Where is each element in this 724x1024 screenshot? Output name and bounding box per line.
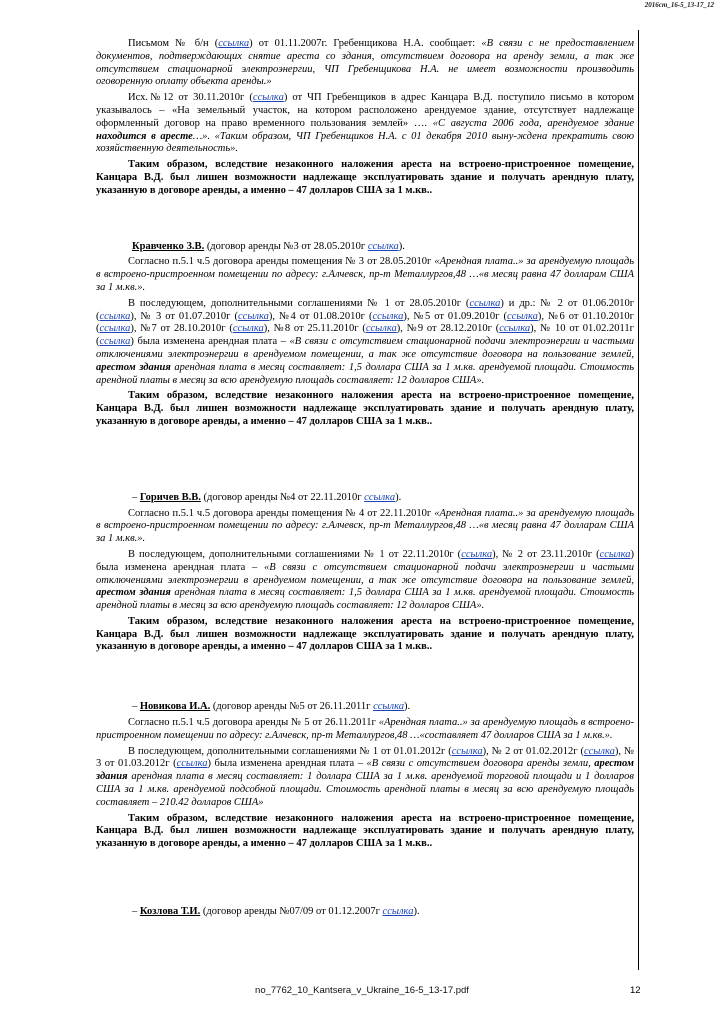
- text: В последующем, дополнительными соглашениями № 1 от 28.05.2010г (: [128, 297, 470, 309]
- text: Согласно п.5.1 ч.5 договора аренды помещения № 4 от 22.11.2010г: [128, 507, 435, 519]
- paragraph: [96, 256, 634, 294]
- paragraph: [96, 508, 634, 546]
- reference-link[interactable]: ссылка: [372, 310, 404, 322]
- paragraph: [96, 549, 634, 613]
- quote: «Арендная плата..» за арендуемую площадь в встроено-пристроенном помещении по адресу: г.Алчевск, пр-т Металлургов,48 …«в месяц равна 47 долларам США за 1 м.кв.».: [96, 507, 634, 545]
- quote-emphasis: арестом здания: [96, 361, 171, 373]
- reference-link[interactable]: ссылка: [499, 323, 531, 335]
- reference-link[interactable]: ссылка: [218, 38, 250, 49]
- quote: «Арендная плата..» за арендуемую площадь в встроено-пристроенном помещении по адресу: г.Алчевск, пр-т Металлургов,48 …«в месяц равна 47 долларам США за 1 м.кв.».: [96, 256, 634, 293]
- text: ) и др.: № 2 от 01.06.2010г (: [96, 297, 634, 322]
- quote: «Арендная плата..» за арендуемую площадь в встроено-пристроенном помещении по адресу: г.Алчевск, пр-т Металлургов,48 …«составляет 47 долларов США за 1 м.кв.».: [96, 717, 635, 741]
- reference-link[interactable]: ссылка: [599, 548, 631, 560]
- reference-link[interactable]: ссылка: [507, 310, 538, 322]
- paragraph: [96, 38, 634, 89]
- reference-link[interactable]: ссылка: [99, 323, 131, 335]
- quote-emphasis: арестом здания: [96, 587, 171, 599]
- text: ), №4 от 01.08.2010г (: [268, 310, 373, 322]
- reference-link[interactable]: ссылка: [176, 758, 208, 770]
- document-body: [96, 38, 634, 922]
- reference-link[interactable]: ссылка: [365, 323, 397, 335]
- text: Согласно п.5.1 ч.5 договора аренды № 5 от 26.11.2011г: [128, 717, 379, 729]
- paragraph: [96, 746, 634, 810]
- section-heading: [96, 492, 634, 505]
- quote: «С августа 2006 года, арендуемое здание: [432, 117, 634, 129]
- conclusion-paragraph: Таким образом, вследствие незаконного наложения ареста на встроено-пристроенное помещение, Канцара В.Д. был лишен возможности надлежаще эксплуатировать здание и получать арендную плату, указанную в договоре аренды, а именно – 47 долларов США за 1 м.кв..: [96, 812, 634, 850]
- margin-line: [638, 30, 639, 970]
- quote: арендная плата в месяц составляет: 1,5 доллара США за 1 м.кв. арендуемой площади. Стоимость арендной платы в месяц за всю арендуемую площадь составляет: 12 долларов США».: [96, 361, 634, 386]
- tenant-name: Козлова Т.И.: [139, 906, 201, 918]
- text: ), № 3 от 01.03.2012г (: [96, 745, 634, 770]
- section-heading: [96, 701, 634, 714]
- text: (договор аренды №4 от 22.11.2010г: [200, 491, 365, 503]
- document-stamp: 2016ст_16-5_13-17_12: [644, 1, 714, 9]
- text: ).: [395, 491, 402, 503]
- conclusion-paragraph: Таким образом, вследствие незаконного наложения ареста на встроено-пристроенное помещение, Канцара В.Д. был лишен возможности надлежаще эксплуатировать здание и получать арендную плату, указанную в договоре аренды, а именно – 47 долларов США за 1 м.кв..: [96, 159, 634, 196]
- text: Исх.№12 от 30.11.2010г (: [128, 92, 253, 104]
- text: ), №7 от 28.10.2010г (: [130, 323, 233, 335]
- text: –: [132, 906, 140, 918]
- paragraph: [96, 92, 634, 156]
- quote: «В связи с отсутствием стационарной подачи электроэнергии и частыми отключениями электроэнергии в арендуемом помещении, а так же отсутствие договора на пользование землей,: [96, 561, 634, 586]
- text: ) была изменена арендная плата –: [207, 758, 367, 770]
- text: ).: [398, 240, 405, 252]
- quote-emphasis: находится в аресте: [96, 130, 193, 142]
- text: –: [132, 491, 140, 503]
- text: ), №6 от 01.10.2010г (: [96, 310, 634, 335]
- section-heading: [96, 241, 634, 254]
- text: В последующем, дополнительными соглашениями № 1 от 01.01.2012г (: [128, 745, 452, 757]
- reference-link[interactable]: ссылка: [583, 745, 615, 757]
- text: –: [132, 701, 140, 713]
- text: ), № 2 от 01.02.2012г (: [482, 745, 584, 757]
- page-number: 12: [630, 985, 641, 996]
- text: ).: [413, 906, 420, 918]
- text: ) от 01.11.2007г. Гребенщикова Н.А. сообщает:: [249, 38, 482, 49]
- paragraph: [96, 717, 634, 743]
- text: (договор аренды №07/09 от 01.12.2007г: [200, 906, 383, 918]
- conclusion-paragraph: Таким образом, вследствие незаконного наложения ареста на встроено-пристроенное помещение, Канцара В.Д. был лишен возможности надлежаще эксплуатировать здание и получать арендную плату, указанную в договоре аренды, а именно – 47 долларов США за 1 м.кв..: [96, 615, 634, 653]
- text: Письмом № б/н (: [128, 38, 219, 49]
- reference-link[interactable]: ссылка: [373, 701, 404, 713]
- text: ), № 3 от 01.07.2010г (: [130, 310, 238, 322]
- reference-link[interactable]: ссылка: [382, 906, 414, 918]
- reference-link[interactable]: ссылка: [461, 548, 493, 560]
- text: ), №5 от 01.09.2010г (: [403, 310, 507, 322]
- text: ), №9 от 28.12.2010г (: [396, 323, 500, 335]
- reference-link[interactable]: ссылка: [451, 745, 483, 757]
- reference-link[interactable]: ссылка: [367, 240, 399, 252]
- footer-filename: no_7762_10_Kantsera_v_Ukraine_16-5_13-17.pdf: [255, 985, 469, 996]
- quote: арендная плата в месяц составляет: 1 доллара США за 1 м.кв. арендуемой торговой площади и 1 долларов США за 1 м.кв. арендуемой подсобной площади. Стоимость арендной платы в месяц за всю арендуемую площадь составляет – 210.42 долларов США»: [96, 771, 634, 808]
- reference-link[interactable]: ссылка: [99, 310, 131, 322]
- reference-link[interactable]: ссылка: [238, 310, 269, 322]
- tenant-name: Кравченко З.В.: [132, 240, 205, 252]
- reference-link[interactable]: ссылка: [99, 336, 131, 348]
- text: ) от ЧП Гребенщиков в адрес Канцара В.Д. поступило письмо в котором указывалось – «На земельный участок, на котором расположено арендуемое здание, отсутствует надлежаще оформленный договор на право временного пользования землей» ….: [96, 92, 634, 129]
- tenant-name: Новикова И.А.: [139, 701, 211, 713]
- tenant-name: Горичев В.В.: [139, 491, 201, 503]
- quote: «В связи с не предоставлением документов, подтверждающих снятие ареста со здания, отсутствием договора на аренду земли, а так же отсутствием стационарной электроэнергии, ЧП Гребенщикова Н.А. не имеет возможности производить оговоренную оплату объекта аренды.»: [96, 38, 634, 88]
- quote: «В связи с отсутствием стационарной подачи электроэнергии и частыми отключениями электроэнергии в арендуемом помещении, а так же отсутствие договора на пользование землей,: [96, 336, 635, 360]
- text: ), № 10 от 01.02.2011г (: [96, 323, 634, 348]
- reference-link[interactable]: ссылка: [469, 297, 501, 309]
- quote: арендная плата в месяц составляет: 1,5 доллара США за 1 м.кв. арендуемой площади. Стоимость арендной платы в месяц за всю арендуемую площадь составляет: 12 долларов США».: [96, 587, 634, 612]
- quote-emphasis: арестом здания: [96, 758, 634, 783]
- text: Согласно п.5.1 ч.5 договора аренды помещения № 3 от 28.05.2010г: [128, 256, 435, 268]
- text: ), № 2 от 23.11.2010г (: [492, 548, 600, 560]
- quote: «В связи с отсутствием договора аренды земли,: [366, 758, 595, 770]
- text: ) была изменена арендная плата –: [96, 548, 634, 573]
- text: В последующем, дополнительными соглашениями № 1 от 22.11.2010г (: [128, 548, 462, 560]
- reference-link[interactable]: ссылка: [232, 323, 264, 335]
- conclusion-paragraph: Таким образом, вследствие незаконного наложения ареста на встроено-пристроенное помещение, Канцара В.Д. был лишен возможности надлежаще эксплуатировать здание и получать арендную плату, указанную в договоре аренды, а именно – 47 долларов США за 1 м.кв..: [96, 390, 634, 427]
- text: ) была изменена арендная плата –: [130, 336, 290, 348]
- text: ).: [403, 701, 411, 713]
- paragraph: [96, 298, 634, 388]
- reference-link[interactable]: ссылка: [364, 491, 396, 503]
- text: (договор аренды №3 от 28.05.2010г: [204, 240, 368, 252]
- section-heading: [96, 906, 634, 919]
- text: ), №8 от 25.11.2010г (: [263, 323, 366, 335]
- quote: …». «Таким образом, ЧП Гребенщиков Н.А. с 01 декабря 2010 выну-ждена прекратить свою хозяйственную деятельность».: [96, 130, 634, 155]
- reference-link[interactable]: ссылка: [252, 92, 284, 104]
- text: (договор аренды №5 от 26.11.2011г: [210, 701, 374, 713]
